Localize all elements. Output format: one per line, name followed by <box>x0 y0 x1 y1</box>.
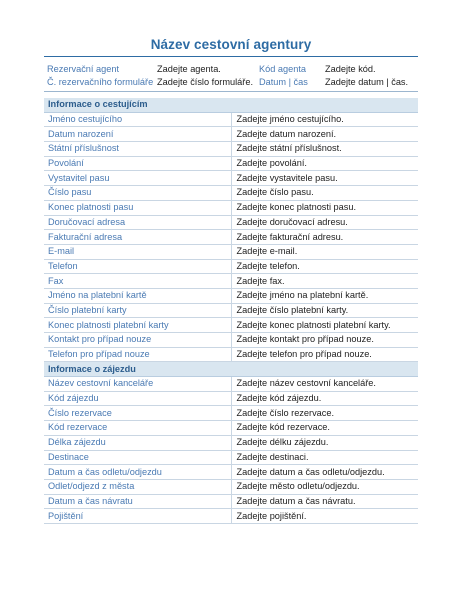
form-number-value[interactable]: Zadejte číslo formuláře. <box>157 77 253 87</box>
table-row <box>44 200 418 215</box>
field-value[interactable]: Zadejte jméno na platební kartě. <box>231 288 418 303</box>
table-row <box>44 333 418 348</box>
field-label: Číslo pasu <box>44 186 231 201</box>
table-row <box>44 406 418 421</box>
table-row <box>44 230 418 245</box>
field-value[interactable]: Zadejte konec platnosti pasu. <box>231 200 418 215</box>
field-value[interactable]: Zadejte kontakt pro případ nouze. <box>231 333 418 348</box>
field-value[interactable]: Zadejte telefon. <box>231 259 418 274</box>
header-divider <box>44 91 418 92</box>
field-value[interactable]: Zadejte číslo rezervace. <box>231 406 418 421</box>
field-label: Délka zájezdu <box>44 435 231 450</box>
field-value[interactable]: Zadejte název cestovní kanceláře. <box>231 377 418 392</box>
field-label: Datum a čas odletu/odjezdu <box>44 465 231 480</box>
table-row <box>44 244 418 259</box>
field-value[interactable]: Zadejte pojištění. <box>231 509 418 524</box>
field-value[interactable]: Zadejte e-mail. <box>231 244 418 259</box>
agency-title[interactable]: Název cestovní agentury <box>150 37 312 52</box>
table-row <box>44 421 418 436</box>
form-number-label: Č. rezervačního formuláře <box>47 77 154 87</box>
table-row <box>44 112 418 127</box>
field-label: Kód zájezdu <box>44 391 231 406</box>
field-label: Jméno cestujícího <box>44 112 231 127</box>
field-label: Státní příslušnost <box>44 142 231 157</box>
field-value[interactable]: Zadejte datum narození. <box>231 127 418 142</box>
field-value[interactable]: Zadejte fakturační adresu. <box>231 230 418 245</box>
field-label: Číslo platební karty <box>44 303 231 318</box>
info-table <box>44 98 418 524</box>
table-row <box>44 274 418 289</box>
field-value[interactable]: Zadejte doručovací adresu. <box>231 215 418 230</box>
table-row <box>44 494 418 509</box>
table-row <box>44 186 418 201</box>
traveler-section-header <box>44 98 418 112</box>
reservation-agent-label: Rezervační agent <box>47 64 120 74</box>
field-label: Telefon pro případ nouze <box>44 347 231 362</box>
table-row <box>44 142 418 157</box>
field-value[interactable]: Zadejte číslo platební karty. <box>231 303 418 318</box>
field-label: Fax <box>44 274 231 289</box>
table-row <box>44 171 418 186</box>
table-row <box>44 303 418 318</box>
date-time-label: Datum | čas <box>259 77 308 87</box>
table-row <box>44 479 418 494</box>
field-label: Číslo rezervace <box>44 406 231 421</box>
field-value[interactable]: Zadejte telefon pro případ nouze. <box>231 347 418 362</box>
field-label: Doručovací adresa <box>44 215 231 230</box>
field-value[interactable]: Zadejte kód zájezdu. <box>231 391 418 406</box>
field-value[interactable]: Zadejte délku zájezdu. <box>231 435 418 450</box>
field-label: Fakturační adresa <box>44 230 231 245</box>
field-value[interactable]: Zadejte konec platnosti platební karty. <box>231 318 418 333</box>
table-row <box>44 465 418 480</box>
reservation-agent-value[interactable]: Zadejte agenta. <box>157 64 221 74</box>
date-time-value[interactable]: Zadejte datum | čas. <box>325 77 409 87</box>
field-value[interactable]: Zadejte destinaci. <box>231 450 418 465</box>
table-row <box>44 259 418 274</box>
table-row <box>44 450 418 465</box>
field-label: Datum a čas návratu <box>44 494 231 509</box>
agent-code-value[interactable]: Zadejte kód. <box>325 64 376 74</box>
field-value[interactable]: Zadejte povolání. <box>231 156 418 171</box>
table-row <box>44 215 418 230</box>
field-label: Jméno na platební kartě <box>44 288 231 303</box>
title-underline <box>44 56 418 57</box>
field-label: Konec platnosti platební karty <box>44 318 231 333</box>
table-row <box>44 318 418 333</box>
table-row <box>44 509 418 524</box>
table-row <box>44 127 418 142</box>
field-value[interactable]: Zadejte jméno cestujícího. <box>231 112 418 127</box>
field-label: Pojištění <box>44 509 231 524</box>
trip-section-header <box>44 362 418 377</box>
field-label: Kontakt pro případ nouze <box>44 333 231 348</box>
agent-code-label: Kód agenta <box>259 64 307 74</box>
field-label: Kód rezervace <box>44 421 231 436</box>
field-value[interactable]: Zadejte datum a čas odletu/odjezdu. <box>231 465 418 480</box>
table-row <box>44 391 418 406</box>
table-row <box>44 288 418 303</box>
field-value[interactable]: Zadejte fax. <box>231 274 418 289</box>
field-value[interactable]: Zadejte číslo pasu. <box>231 186 418 201</box>
field-value[interactable]: Zadejte kód rezervace. <box>231 421 418 436</box>
field-label: Povolání <box>44 156 231 171</box>
trip-section-heading: Informace o zájezdu <box>44 362 418 377</box>
table-row <box>44 347 418 362</box>
field-label: Odlet/odjezd z města <box>44 479 231 494</box>
traveler-section-heading: Informace o cestujícím <box>44 98 418 112</box>
field-label: Telefon <box>44 259 231 274</box>
field-value[interactable]: Zadejte vystavitele pasu. <box>231 171 418 186</box>
field-value[interactable]: Zadejte datum a čas návratu. <box>231 494 418 509</box>
table-row <box>44 156 418 171</box>
field-label: Název cestovní kanceláře <box>44 377 231 392</box>
table-row <box>44 377 418 392</box>
field-label: Konec platnosti pasu <box>44 200 231 215</box>
field-label: Vystavitel pasu <box>44 171 231 186</box>
field-value[interactable]: Zadejte město odletu/odjezdu. <box>231 479 418 494</box>
field-label: Destinace <box>44 450 231 465</box>
table-row <box>44 435 418 450</box>
field-label: E-mail <box>44 244 231 259</box>
field-value[interactable]: Zadejte státní příslušnost. <box>231 142 418 157</box>
field-label: Datum narození <box>44 127 231 142</box>
